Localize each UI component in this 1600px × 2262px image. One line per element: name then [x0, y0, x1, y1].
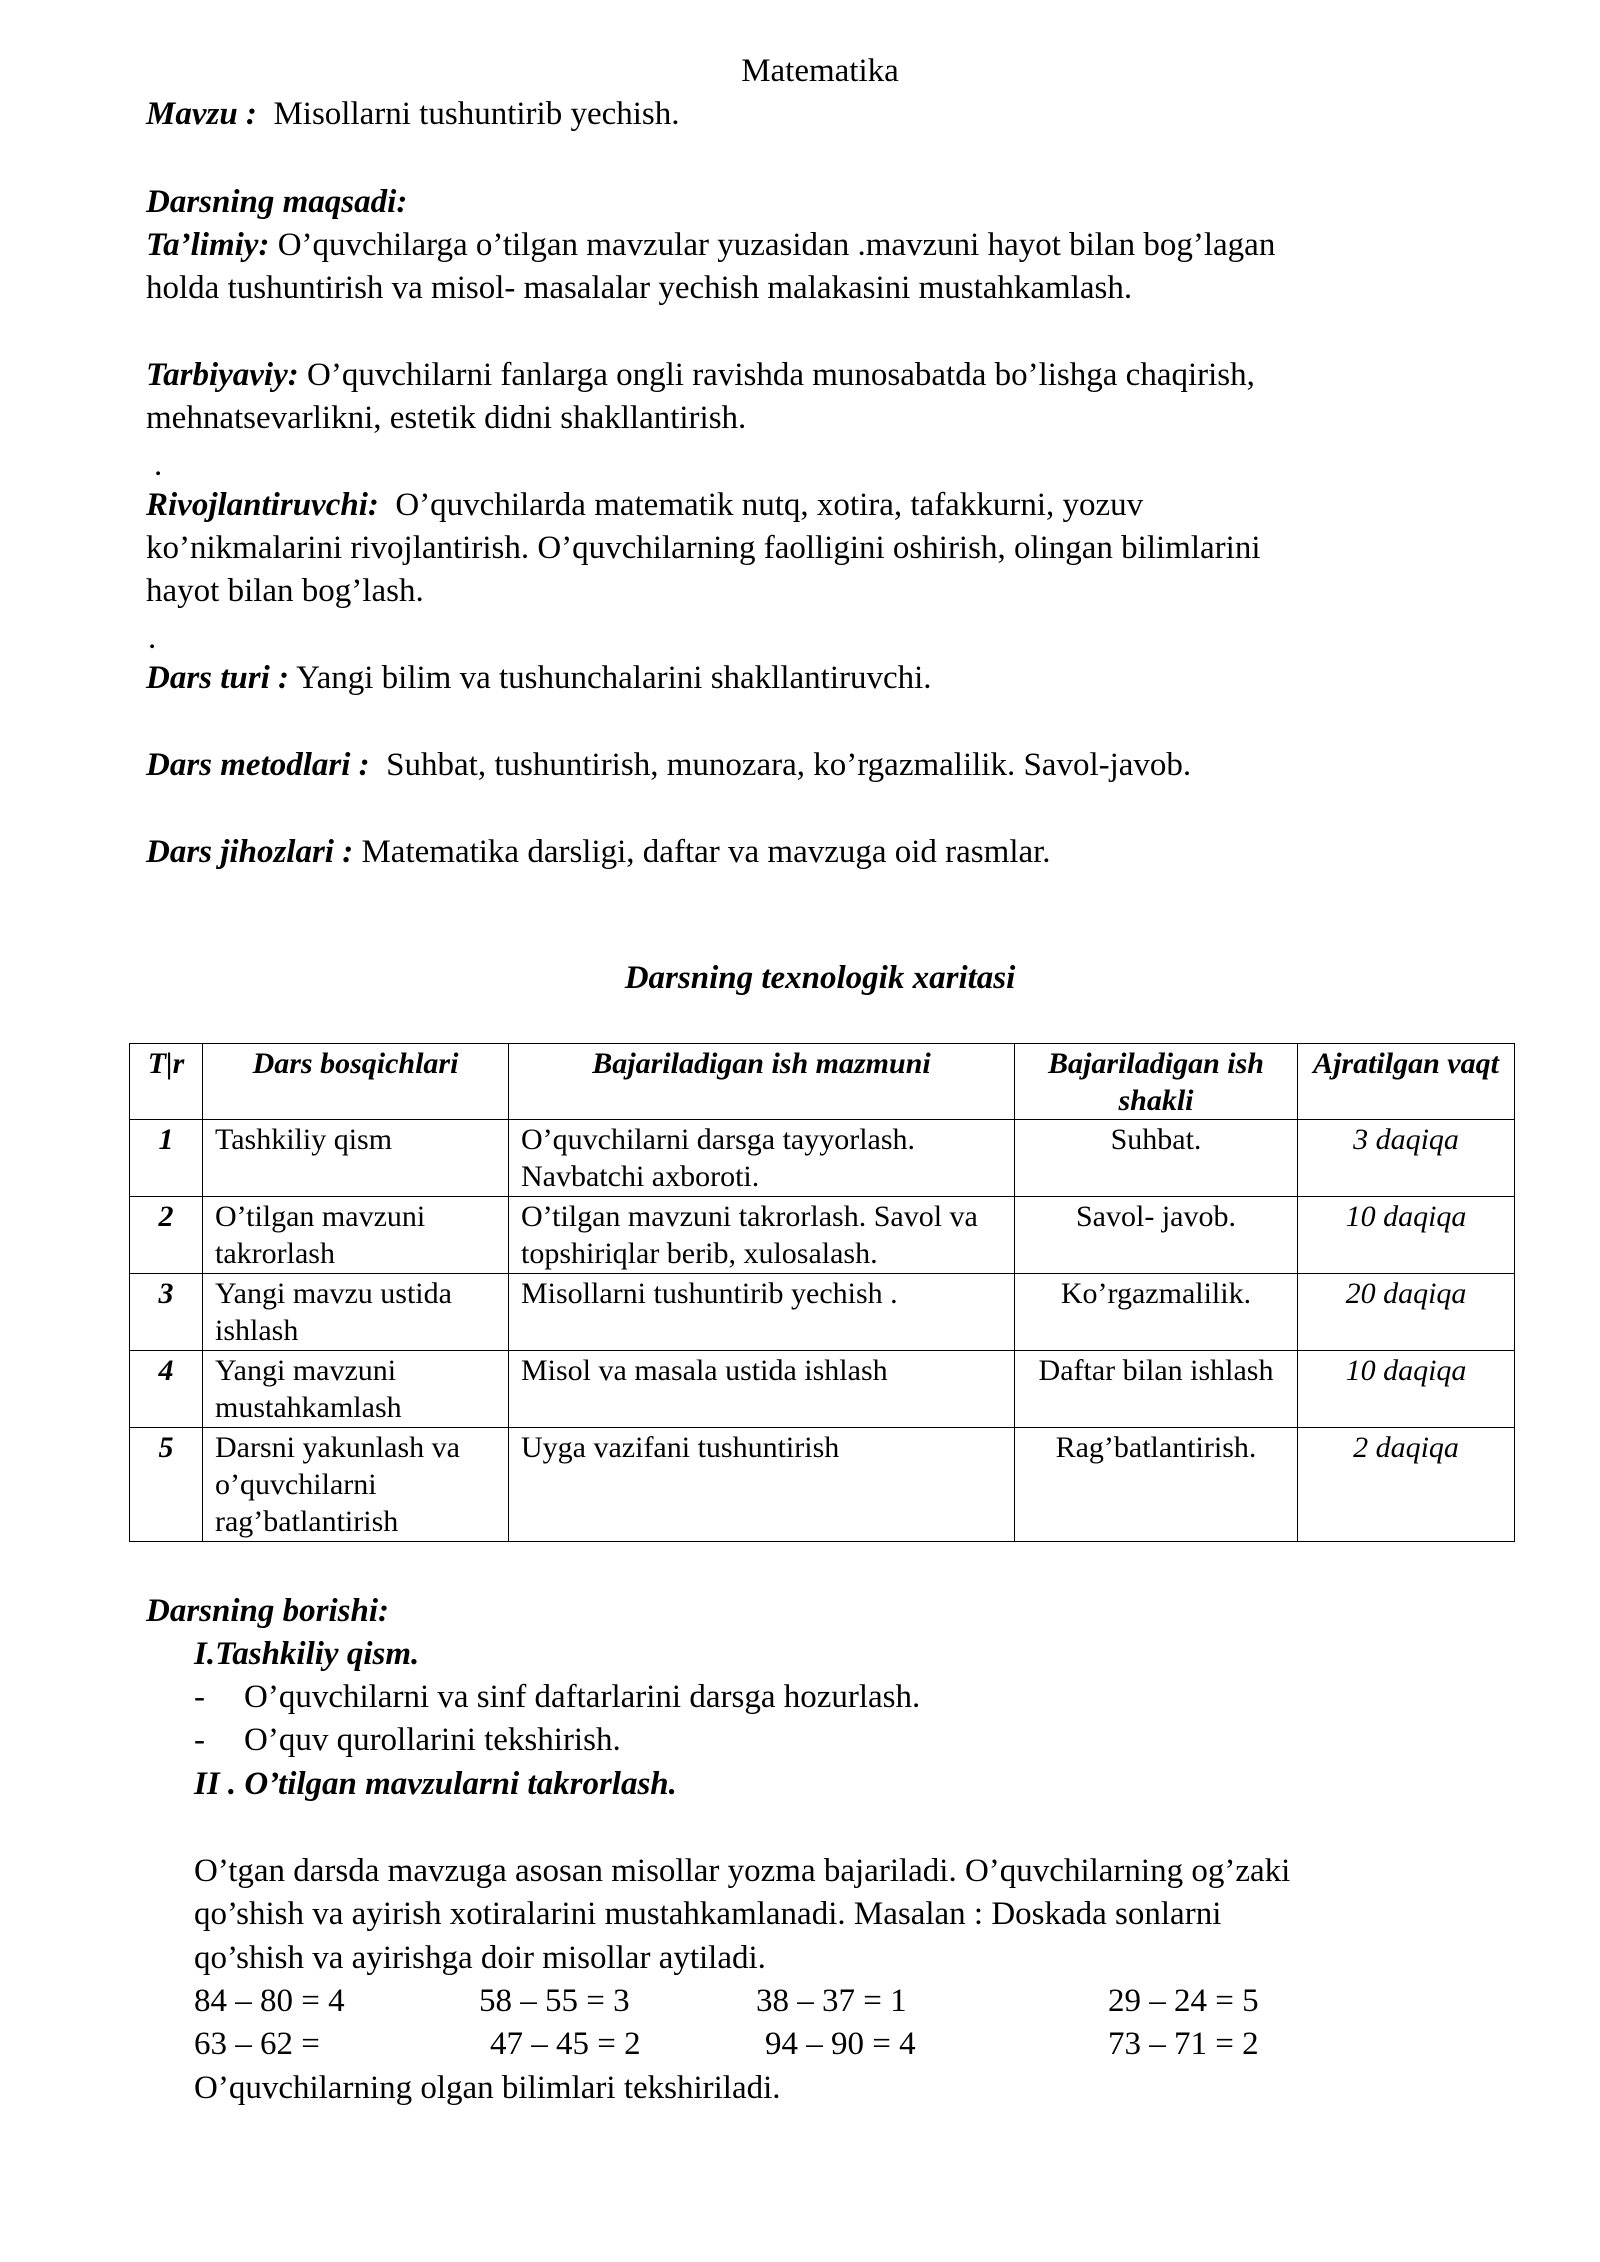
row-time: 3 daqiqa	[1298, 1120, 1515, 1197]
example-equation: 58 – 55 = 3	[479, 1983, 630, 2019]
closing-line: O’quvchilarning olgan bilimlari tekshiriladi.	[194, 2070, 781, 2106]
table-row	[130, 1351, 1515, 1428]
example-equation: 84 – 80 = 4	[194, 1983, 345, 2019]
row-content: O’tilgan mavzuni takrorlash. Savol va topshiriqlar berib, xulosalash.	[509, 1197, 1015, 1274]
topic-label: Mavzu :	[146, 96, 257, 132]
paragraph-line: O’tgan darsda mavzuga asosan misollar yozma bajariladi. O’quvchilarning og’zaki	[194, 1853, 1291, 1889]
upbringing-goal-line2: mehnatsevarlikni, estetik didni shakllantirish.	[146, 400, 747, 436]
bullet-text: O’quvchilarni va sinf daftarlarini darsga hozurlash.	[244, 1679, 921, 1715]
col-header-stages: Dars bosqichlari	[203, 1044, 509, 1120]
col-header-content: Bajariladigan ish mazmuni	[509, 1044, 1015, 1120]
row-content: O’quvchilarni darsga tayyorlash. Navbatchi axboroti.	[509, 1120, 1015, 1197]
goals-heading: Darsning maqsadi:	[146, 184, 408, 220]
row-form: Savol- javob.	[1015, 1197, 1298, 1274]
row-content: Uyga vazifani tushuntirish	[509, 1428, 1015, 1542]
row-form: Daftar bilan ishlash	[1015, 1351, 1298, 1428]
topic-text: Misollarni tushuntirib yechish.	[273, 96, 680, 132]
row-time: 10 daqiqa	[1298, 1197, 1515, 1274]
lesson-course-heading: Darsning borishi:	[146, 1593, 390, 1629]
row-time: 10 daqiqa	[1298, 1351, 1515, 1428]
col-header-time: Ajratilgan vaqt	[1298, 1044, 1515, 1120]
educational-goal	[146, 224, 1466, 310]
col-header-number: T|r	[130, 1044, 203, 1120]
topic-line	[146, 93, 1466, 136]
upbringing-goal-line1: O’quvchilarni fanlarga ongli ravishda munosabatda bo’lishga chaqirish,	[307, 357, 1255, 393]
developmental-goal-line1: O’quvchilarda matematik nutq, xotira, tafakkurni, yozuv	[395, 487, 1144, 523]
bullet-item	[194, 1676, 921, 1719]
row-time: 20 daqiqa	[1298, 1274, 1515, 1351]
row-number: 2	[130, 1197, 203, 1274]
table-row	[130, 1197, 1515, 1274]
lesson-type	[146, 657, 1466, 700]
row-form: Ko’rgazmalilik.	[1015, 1274, 1298, 1351]
educational-goal-label: Ta’limiy:	[146, 227, 270, 263]
section-2-heading: II . O’tilgan mavzularni takrorlash.	[194, 1766, 677, 1802]
bullet-mark: -	[194, 1679, 205, 1715]
row-form: Suhbat.	[1015, 1120, 1298, 1197]
upbringing-goal-label: Tarbiyaviy:	[146, 357, 299, 393]
row-number: 4	[130, 1351, 203, 1428]
row-number: 5	[130, 1428, 203, 1542]
row-number: 1	[130, 1120, 203, 1197]
educational-goal-line2: holda tushuntirish va misol- masalalar yechish malakasini mustahkamlash.	[146, 270, 1133, 306]
row-stage: Darsni yakunlash va o’quvchilarni rag’batlantirish	[203, 1428, 509, 1542]
developmental-goal	[146, 484, 1466, 613]
upbringing-goal	[146, 354, 1466, 440]
row-form: Rag’batlantirish.	[1015, 1428, 1298, 1542]
subject-title: Matematika	[741, 53, 899, 89]
lesson-methods	[146, 744, 1466, 787]
row-content: Misol va masala ustida ishlash	[509, 1351, 1015, 1428]
bullet-text: O’quv qurollarini tekshirish.	[244, 1722, 621, 1758]
paragraph-line: qo’shish va ayirishga doir misollar aytiladi.	[194, 1940, 766, 1976]
bullet-mark: -	[194, 1722, 205, 1758]
lesson-methods-text: Suhbat, tushuntirish, munozara, ko’rgazmalilik. Savol-javob.	[386, 747, 1192, 783]
table-header-row	[130, 1044, 1515, 1120]
example-equation: 38 – 37 = 1	[756, 1983, 907, 2019]
lesson-type-label: Dars turi :	[146, 660, 290, 696]
developmental-goal-line3: hayot bilan bog’lash.	[146, 573, 424, 609]
row-stage: O’tilgan mavzuni takrorlash	[203, 1197, 509, 1274]
lesson-equipment-text: Matematika darsligi, daftar va mavzuga oid rasmlar.	[361, 834, 1051, 870]
row-stage: Yangi mavzu ustida ishlash	[203, 1274, 509, 1351]
table-row	[130, 1428, 1515, 1542]
lesson-type-text: Yangi bilim va tushunchalarini shakllantiruvchi.	[296, 660, 932, 696]
row-time: 2 daqiqa	[1298, 1428, 1515, 1542]
table-row	[130, 1274, 1515, 1351]
col-header-form: Bajariladigan ish shakli	[1015, 1044, 1298, 1120]
bullet-item	[194, 1719, 621, 1762]
developmental-goal-label: Rivojlantiruvchi:	[146, 487, 379, 523]
example-equation: 94 – 90 = 4	[765, 2026, 916, 2062]
example-equation: 47 – 45 = 2	[490, 2026, 641, 2062]
row-stage: Yangi mavzuni mustahkamlash	[203, 1351, 509, 1428]
developmental-goal-line2: ko’nikmalarini rivojlantirish. O’quvchilarning faolligini oshirish, olingan bilimlarini	[146, 530, 1261, 566]
technology-map-table	[129, 1043, 1515, 1542]
table-row	[130, 1120, 1515, 1197]
example-equation: 73 – 71 = 2	[1108, 2026, 1259, 2062]
row-stage: Tashkiliy qism	[203, 1120, 509, 1197]
stray-dot-2: .	[148, 620, 157, 656]
section-1-heading: I.Tashkiliy qism.	[194, 1636, 420, 1672]
example-equation: 29 – 24 = 5	[1108, 1983, 1259, 2019]
row-number: 3	[130, 1274, 203, 1351]
stray-dot-1: .	[154, 447, 163, 483]
technology-map-title: Darsning texnologik xaritasi	[624, 960, 1016, 996]
row-content: Misollarni tushuntirib yechish .	[509, 1274, 1015, 1351]
lesson-equipment-label: Dars jihozlari :	[146, 834, 354, 870]
example-equation: 63 – 62 =	[194, 2026, 320, 2062]
lesson-equipment	[146, 831, 1466, 874]
lesson-methods-label: Dars metodlari :	[146, 747, 370, 783]
paragraph-line: qo’shish va ayirish xotiralarini mustahkamlanadi. Masalan : Doskada sonlarni	[194, 1896, 1222, 1932]
educational-goal-line1: O’quvchilarga o’tilgan mavzular yuzasidan .mavzuni hayot bilan bog’lagan	[277, 227, 1276, 263]
